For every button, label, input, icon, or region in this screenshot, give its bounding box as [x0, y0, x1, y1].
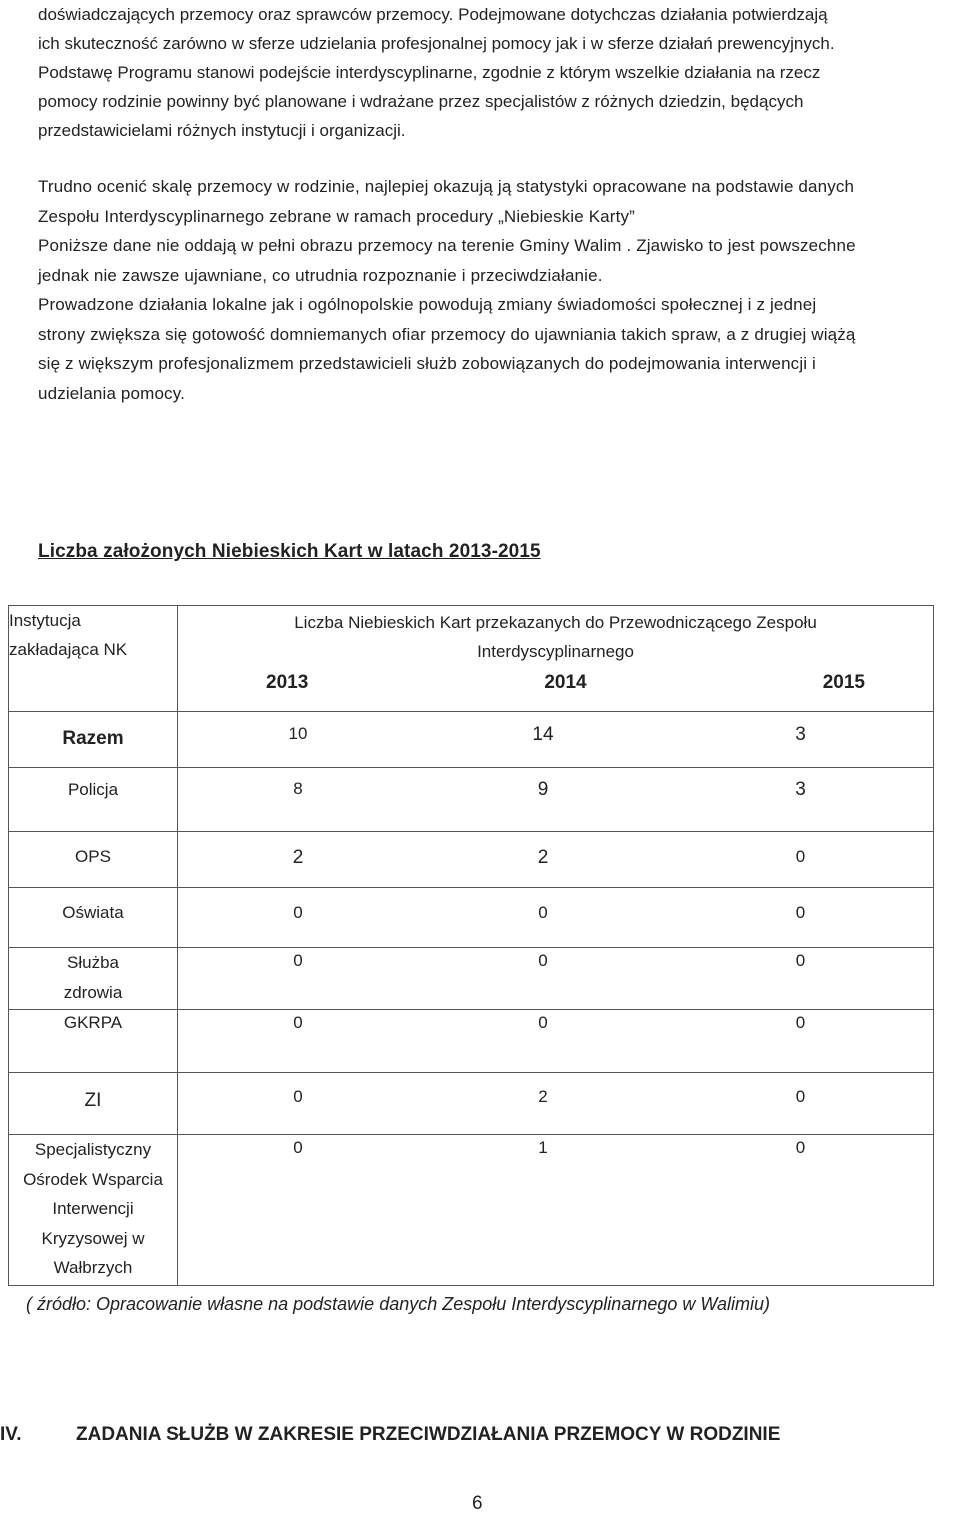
table-row [9, 768, 934, 832]
table-header-row [9, 606, 934, 712]
row-values [178, 1073, 934, 1135]
row-label-text: GKRPA [63, 1013, 123, 1032]
row-values [178, 948, 934, 1010]
row-label-text: Interwencji [52, 1199, 134, 1219]
value-2015: 0 [795, 847, 806, 866]
text-line: doświadczających przemocy oraz sprawców przemocy. Podejmowane dotychczas działania potwierdzają [38, 5, 828, 24]
value-2015: 3 [795, 779, 806, 800]
intro-paragraph [38, 0, 956, 145]
text-line: Trudno ocenić skalę przemocy w rodzinie, najlepiej okazują ją statystyki opracowane na podstawie danych [38, 177, 855, 196]
value-2013: 0 [293, 951, 303, 970]
row-values [178, 1135, 934, 1286]
table-row [9, 1135, 934, 1286]
section-number: IV. [0, 1424, 22, 1445]
year-header: 2014 [544, 672, 587, 693]
row-label [9, 948, 178, 1010]
row-label-text: OPS [75, 847, 111, 866]
table-row [9, 1073, 934, 1135]
row-values [178, 832, 934, 888]
header-title-line: Interdyscyplinarnego [477, 642, 634, 661]
value-2014: 9 [537, 779, 549, 800]
header-institution-line: zakładająca NK [9, 640, 128, 659]
text-line: jednak nie zawsze ujawniane, co utrudnia rozpoznanie i przeciwdziałanie. [38, 265, 603, 285]
section-title: ZADANIA SŁUŻB W ZAKRESIE PRZECIWDZIAŁANIA PRZEMOCY W RODZINIE [76, 1424, 781, 1445]
row-values [178, 712, 934, 768]
value-2013: 10 [288, 724, 308, 743]
table-row [9, 712, 934, 768]
row-label-text: ZI [84, 1090, 102, 1111]
value-2013: 8 [293, 779, 303, 798]
text-line: Prowadzone działania lokalne jak i ogólnopolskie powodują zmiany świadomości społecznej i z jednej [38, 295, 817, 314]
table-row [9, 1010, 934, 1073]
source-note: ( źródło: Opracowanie własne na podstawie danych Zespołu Interdyscyplinarnego w Walimiu) [26, 1294, 771, 1314]
text-line: udzielania pomocy. [38, 383, 185, 403]
row-label [9, 888, 178, 948]
text-line: strony zwiększa się gotowość domniemanych ofiar przemocy do ujawniania takich spraw, a z drugiej wiążą [38, 324, 856, 344]
text-line: Podstawę Programu stanowi podejście interdyscyplinarne, zgodnie z którym wszelkie działania na rzecz [38, 63, 821, 82]
header-title-line: Liczba Niebieskich Kart przekazanych do Przewodniczącego Zespołu [294, 613, 817, 632]
body-paragraph [38, 172, 956, 408]
text-line: pomocy rodzinie powinny być planowane i wdrażane przez specjalistów z różnych dziedzin, będących [38, 92, 804, 111]
blue-cards-table [8, 605, 934, 1286]
row-label-text: Specjalistyczny [34, 1140, 152, 1159]
row-label [9, 712, 178, 768]
text-line: Poniższe dane nie oddają w pełni obrazu przemocy na terenie Gminy Walim . Zjawisko to jest powszechne [38, 236, 856, 255]
table-row [9, 948, 934, 1010]
row-values [178, 768, 934, 832]
text-line: Zespołu Interdyscyplinarnego zebrane w ramach procedury „Niebieskie Karty” [38, 206, 635, 226]
value-2013: 2 [292, 847, 304, 868]
row-label-text: Policja [67, 780, 119, 799]
table-row [9, 832, 934, 888]
value-2015: 3 [795, 724, 806, 745]
text-line: ich skuteczność zarówno w sferze udzielania profesjonalnej pomocy jak i w sferze działań prewencyjnych. [38, 34, 835, 53]
row-label [9, 768, 178, 832]
value-2014: 0 [538, 1013, 548, 1032]
row-label [9, 1010, 178, 1073]
value-2015: 0 [795, 951, 806, 970]
text-line: się z większym profesjonalizmem przedstawicieli służb zobowiązanych do podejmowania interwencji i [38, 354, 816, 373]
value-2014: 2 [537, 847, 549, 868]
value-2015: 0 [795, 1138, 806, 1157]
value-2014: 2 [538, 1087, 548, 1106]
value-2015: 0 [795, 1087, 806, 1106]
row-label-text: Kryzysowej w [41, 1228, 145, 1248]
year-header: 2013 [266, 672, 309, 693]
row-values [178, 888, 934, 948]
header-title-cell [178, 606, 934, 712]
value-2013: 0 [293, 1087, 303, 1106]
table-row [9, 888, 934, 948]
row-label-text: zdrowia [63, 983, 123, 1002]
value-2014: 1 [538, 1138, 548, 1157]
value-2014: 0 [538, 951, 548, 970]
value-2013: 0 [293, 903, 303, 922]
row-label [9, 1135, 178, 1286]
table-title: Liczba założonych Niebieskich Kart w latach 2013-2015 [38, 541, 541, 562]
header-institution-line: Instytucja [9, 611, 81, 630]
value-2013: 0 [293, 1013, 303, 1032]
value-2015: 0 [795, 903, 806, 922]
row-label-text: Ośrodek Wsparcia [23, 1169, 163, 1189]
row-values [178, 1010, 934, 1073]
value-2013: 0 [293, 1138, 303, 1157]
year-header: 2015 [822, 672, 865, 693]
row-label-text: Służba [67, 953, 119, 972]
value-2014: 14 [532, 724, 554, 745]
row-label [9, 832, 178, 888]
year-headers [178, 672, 933, 694]
value-2015: 0 [795, 1013, 806, 1032]
row-label-text: Wałbrzych [53, 1258, 133, 1278]
row-label-text: Razem [62, 728, 124, 749]
row-label-text: Oświata [62, 903, 124, 922]
value-2014: 0 [538, 903, 548, 922]
header-institution [9, 606, 178, 712]
page-number: 6 [472, 1493, 483, 1514]
row-label [9, 1073, 178, 1135]
text-line: przedstawicielami różnych instytucji i organizacji. [38, 121, 406, 140]
